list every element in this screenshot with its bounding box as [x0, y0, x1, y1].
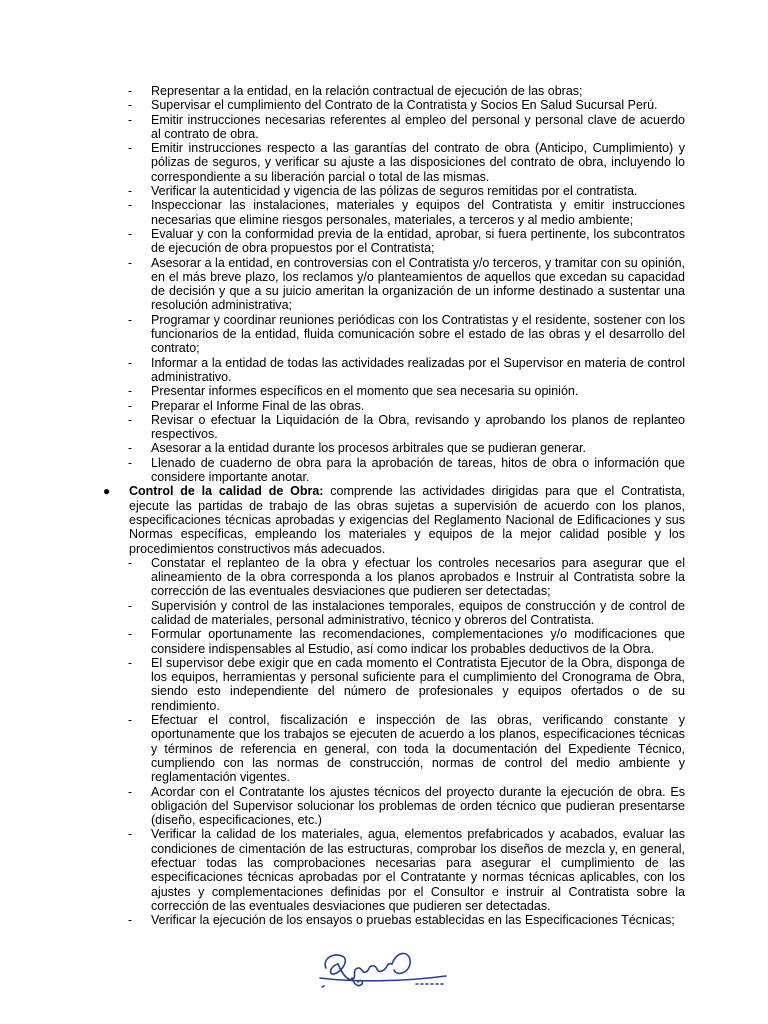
- list-item: - Llenado de cuaderno de obra para la aprobación de tareas, hitos de obra o información que considere importante anotar.: [0, 456, 768, 485]
- list-item: - Inspeccionar las instalaciones, materiales y equipos del Contratista y emitir instrucciones necesarias que elimine riesgos personales, materiales, a terceros y al medio ambiente;: [0, 198, 768, 227]
- list-item: - Supervisión y control de las instalaciones temporales, equipos de construcción y de control de calidad de materiales, personal administrativo, técnico y obreros del Contratista.: [0, 599, 768, 628]
- document-body: [0, 84, 768, 928]
- quality-control-section: [0, 484, 768, 555]
- list-item: - Verificar la calidad de los materiales, agua, elementos prefabricados y acabados, evaluar las condiciones de cimentación de las estructuras, comprobar los diseños de mezcla y, en general, efectuar todas las comprobaciones necesarias para asegurar el cumplimiento de las especificaciones técnicas aprobadas por el Contratante y normas técnicas aplicables, con los ajustes y complementaciones definidas por el Consultor e instruir al Contratista sobre la corrección de las eventuales desviaciones que pudieren ser detectadas.: [0, 827, 768, 913]
- signature-strokes: [320, 953, 446, 987]
- list-item: - Emitir instrucciones necesarias referentes al empleo del personal y personal clave de acuerdo al contrato de obra.: [0, 113, 768, 142]
- list-item: - Efectuar el control, fiscalización e inspección de las obras, verificando constante y oportunamente que los trabajos se ejecuten de acuerdo a los planos, especificaciones técnicas y términos de referencia en general, con toda la documentación del Expediente Técnico, cumpliendo con las normas de construcción, normas de control del medio ambiente y reglamentación vigentes.: [0, 713, 768, 784]
- section-intro: comprende las actividades dirigidas para que el Contratista, ejecute las partidas de trabajo de las obras sujetas a supervisión de acuerdo con los planos, especificaciones técnicas aprobadas y exigencias del Reglamento Nacional de Edificaciones y sus Normas específicas, empleando los materiales y equipos de la mejor calidad posible y los procedimientos constructivos más adecuados.: [129, 484, 686, 556]
- list-item: - Supervisar el cumplimiento del Contrato de la Contratista y Socios En Salud Sucursal Perú.: [0, 98, 768, 112]
- handwritten-signature: [312, 938, 452, 998]
- list-item: - Evaluar y con la conformidad previa de la entidad, aprobar, si fuera pertinente, los subcontratos de ejecución de obra propuestos por el Contratista;: [0, 227, 768, 256]
- list-item: - Verificar la ejecución de los ensayos o pruebas establecidas en las Especificaciones Técnicas;: [0, 913, 768, 927]
- list-item: - Emitir instrucciones respecto a las garantías del contrato de obra (Anticipo, Cumplimiento) y pólizas de seguros, y verificar su ajuste a las disposiciones del contrato de obra, incluyendo lo correspondiente a su liberación parcial o total de las mismas.: [0, 141, 768, 184]
- list-item: - El supervisor debe exigir que en cada momento el Contratista Ejecutor de la Obra, disponga de los equipos, herramientas y personal suficiente para el cumplimiento del Cronograma de Obra, siendo esto independiente del número de profesionales y equipos ofertados o de su rendimiento.: [0, 656, 768, 713]
- list-item: - Verificar la autenticidad y vigencia de las pólizas de seguros remitidas por el contratista.: [0, 184, 768, 198]
- list-item: - Preparar el Informe Final de las obras.: [0, 399, 768, 413]
- list-item: - Formular oportunamente las recomendaciones, complementaciones y/o modificaciones que considere indispensables al Estudio, así como indicar los probables deductivos de la Obra.: [0, 627, 768, 656]
- list-item: - Programar y coordinar reuniones periódicas con los Contratistas y el residente, sostener con los funcionarios de la entidad, fluida comunicación sobre el estado de las obras y el desarrollo del contrato;: [0, 313, 768, 356]
- list-item: - Asesorar a la entidad, en controversias con el Contratista y/o terceros, y tramitar con su opinión, en el más breve plazo, los reclamos y/o planteamientos de aquellos que excedan su capacidad de decisión y que a su juicio ameritan la organización de un informe destinado a sustentar una resolución administrativa;: [0, 256, 768, 313]
- list-item: - Informar a la entidad de todas las actividades realizadas por el Supervisor en materia de control administrativo.: [0, 356, 768, 385]
- quality-control-list: [0, 556, 768, 928]
- list-item: - Representar a la entidad, en la relación contractual de ejecución de las obras;: [0, 84, 768, 98]
- bullet-icon: ●: [103, 484, 111, 499]
- list-item: - Constatar el replanteo de la obra y efectuar los controles necesarios para asegurar que el alineamiento de la obra corresponda a los planos aprobados e Instruir al Contratista sobre la corrección de las eventuales desviaciones que pudieren ser detectadas;: [0, 556, 768, 599]
- supervision-duties-list: [0, 84, 768, 484]
- list-item: - Presentar informes específicos en el momento que sea necesaria su opinión.: [0, 384, 768, 398]
- list-item: - Revisar o efectuar la Liquidación de la Obra, revisando y aprobando los planos de replanteo respectivos.: [0, 413, 768, 442]
- section-heading: Control de la calidad de Obra:: [129, 484, 324, 499]
- list-item: - Acordar con el Contratante los ajustes técnicos del proyecto durante la ejecución de obra. Es obligación del Supervisor solucionar los problemas de orden técnico que pudieran presentarse (diseño, especificaciones, etc.): [0, 785, 768, 828]
- list-item: - Asesorar a la entidad durante los procesos arbitrales que se pudieran generar.: [0, 441, 768, 455]
